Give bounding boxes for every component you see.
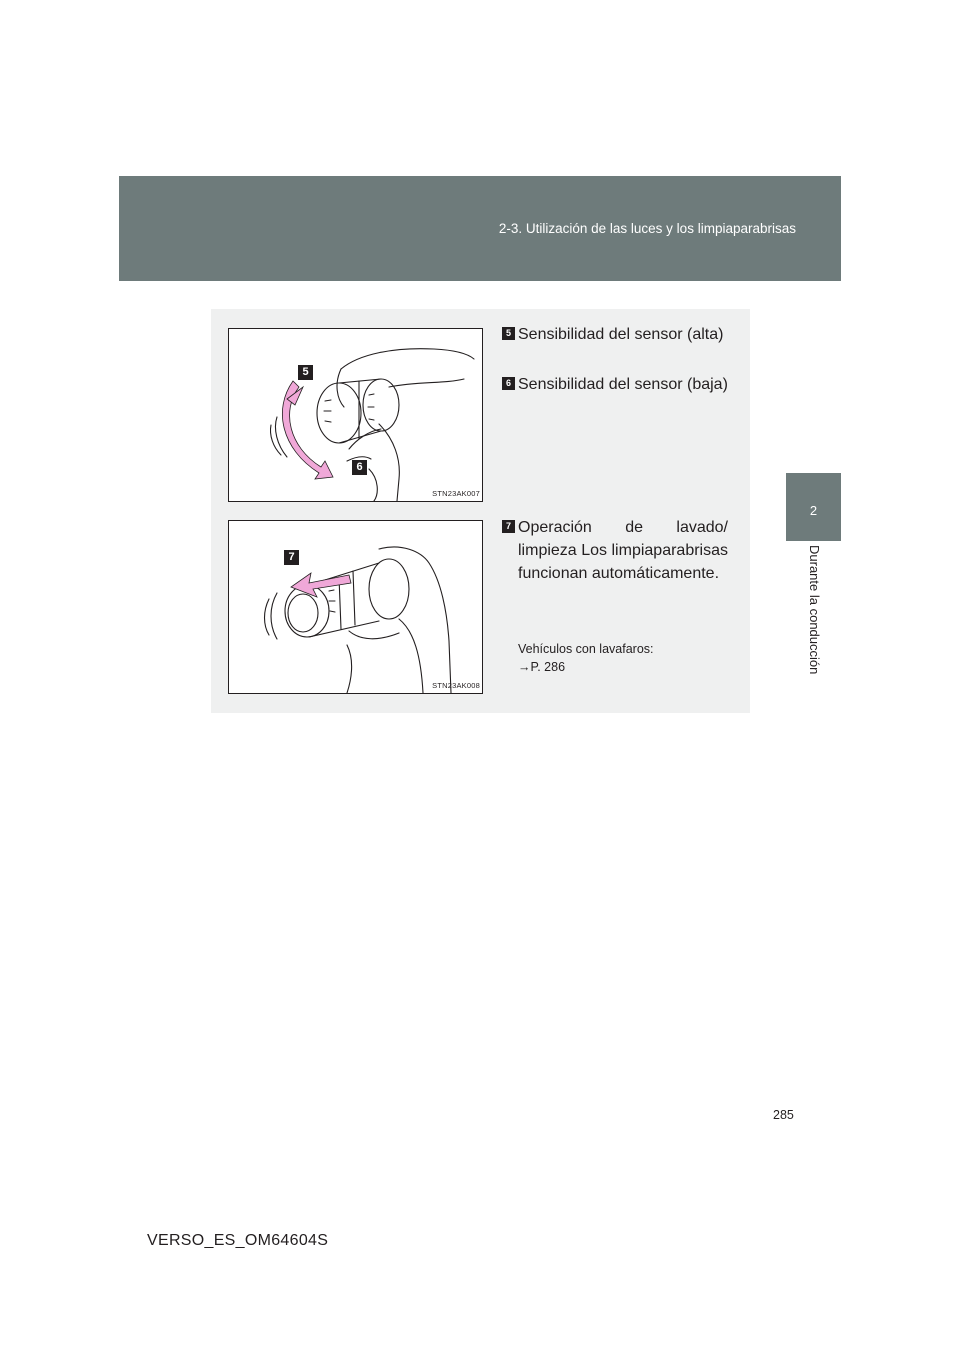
chapter-tab xyxy=(786,473,841,541)
item-text: Sensibilidad del sensor (baja) xyxy=(518,376,728,393)
item-washer xyxy=(502,516,728,585)
item-text: Sensibilidad del sensor (alta) xyxy=(518,326,724,343)
item-sensor-low xyxy=(502,373,728,396)
section-header xyxy=(119,176,841,281)
chapter-label-container xyxy=(786,545,841,715)
figure-sensor-sensitivity xyxy=(228,328,483,502)
item-marker: 7 xyxy=(502,520,515,533)
hand-rotating-knob-illustration xyxy=(229,329,483,502)
headlamp-cleaner-note xyxy=(518,640,654,676)
figure-code: STN23AK008 xyxy=(432,681,480,690)
callout-5: 5 xyxy=(298,365,313,380)
page-number: 285 xyxy=(773,1108,794,1122)
callout-7: 7 xyxy=(284,550,299,565)
item-marker: 6 xyxy=(502,377,515,390)
figure-code: STN23AK007 xyxy=(432,489,480,498)
hand-pulling-lever-illustration xyxy=(229,521,483,694)
chapter-number: 2 xyxy=(809,503,818,518)
page-reference-link[interactable]: P. 286 xyxy=(530,660,566,674)
item-sensor-high xyxy=(502,323,728,346)
callout-6: 6 xyxy=(352,460,367,475)
item-text: Operación de lavado/ limpieza Los limpiaparabrisas funcionan automáticamente. xyxy=(518,519,728,582)
section-title: 2-3. Utilización de las luces y los limpiaparabrisas xyxy=(498,221,796,236)
arrow-icon: → xyxy=(518,660,531,674)
note-line: Vehículos con lavafaros: xyxy=(518,642,654,656)
note-reference xyxy=(518,658,654,676)
chapter-label: Durante la conducción xyxy=(807,545,822,675)
document-code: VERSO_ES_OM64604S xyxy=(147,1232,329,1249)
figure-washer-operation xyxy=(228,520,483,694)
item-marker: 5 xyxy=(502,327,515,340)
